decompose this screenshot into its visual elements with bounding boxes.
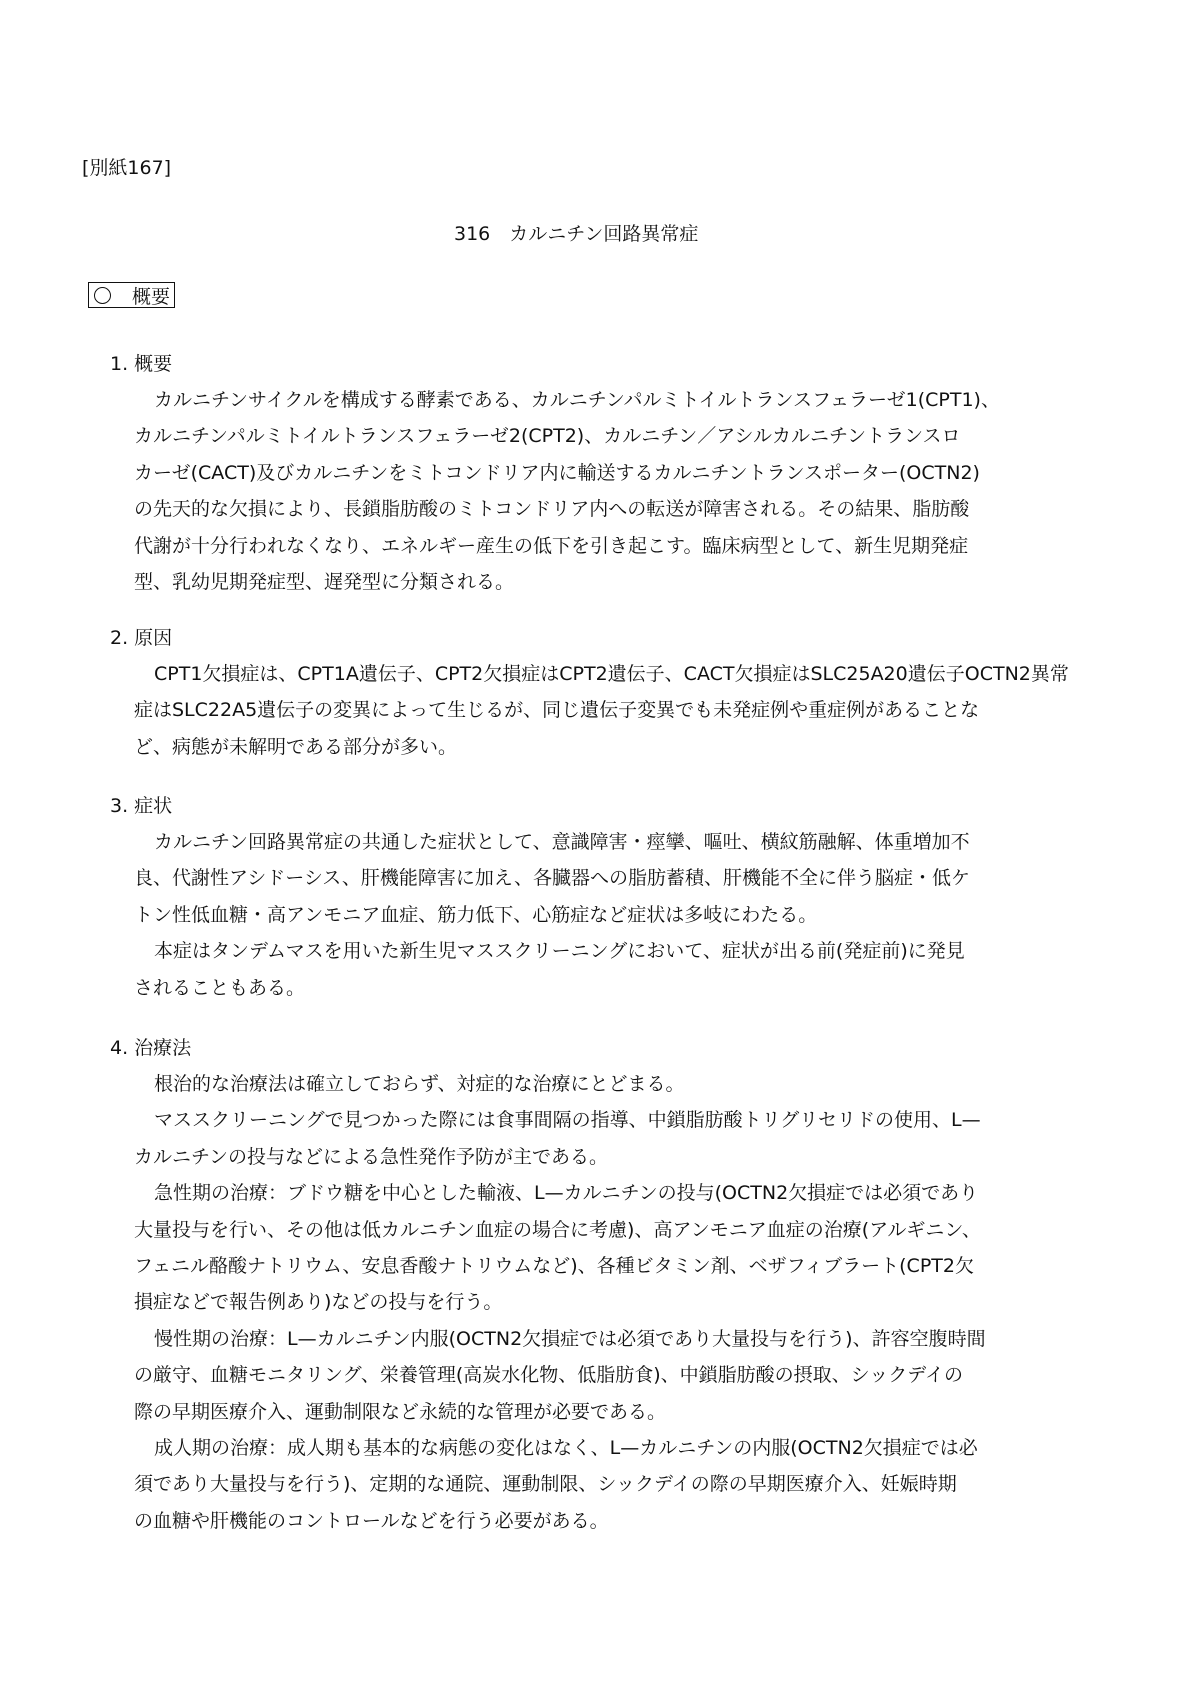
section-body <box>110 824 1110 1006</box>
text-line: 本症はタンデムマスを用いた新生児マススクリーニングにおいて、症状が出る前(発症前)に発見 <box>154 940 965 963</box>
text-line: カーゼ(CACT)及びカルニチンをミトコンドリア内に輸送するカルニチントランスポーター(OCTN2) <box>134 461 980 484</box>
section-overview <box>110 346 1110 600</box>
document-title: 316 カルニチン回路異常症 <box>454 223 699 245</box>
text-line: の血糖や肝機能のコントロールなどを行う必要がある。 <box>134 1509 609 1532</box>
text-line: 根治的な治療法は確立しておらず、対症的な治療にとどまる。 <box>154 1073 685 1095</box>
text-line: カルニチンの投与などによる急性発作予防が主である。 <box>134 1145 609 1168</box>
text-line: 良、代謝性アシドーシス、肝機能障害に加え、各臓器への脂肪蓄積、肝機能不全に伴う脳症・低ケ <box>134 867 971 890</box>
text-line: 須であり大量投与を行う)、定期的な通院、運動制限、シックデイの際の早期医療介入、妊娠時期 <box>134 1473 957 1496</box>
text-line: の先天的な欠損により、長鎖脂肪酸のミトコンドリア内への転送が障害される。その結果、脂肪酸 <box>134 498 970 521</box>
text-line: カルニチンサイクルを構成する酵素である、カルニチンパルミトイルトランスフェラーゼ1(CPT1)、 <box>154 389 1000 411</box>
text-line: 代謝が十分行われなくなり、エネルギー産生の低下を引き起こす。臨床病型として、新生児期発症 <box>134 534 969 557</box>
text-line: 症はSLC22A5遺伝子の変異によって生じるが、同じ遺伝子変異でも未発症例や重症例があることな <box>134 699 980 722</box>
section-cause <box>110 620 1110 765</box>
section-body <box>110 382 1110 600</box>
text-line: トン性低血糖・高アンモニア血症、筋力低下、心筋症など症状は多岐にわたる。 <box>134 903 818 926</box>
text-line: フェニル酪酸ナトリウム、安息香酸ナトリウムなど)、各種ビタミン剤、ベザフィブラート(CPT2欠 <box>134 1254 974 1277</box>
text-line: 際の早期医療介入、運動制限など永続的な管理が必要である。 <box>134 1400 667 1423</box>
section-body <box>110 656 1110 765</box>
section-treatment <box>110 1030 1110 1539</box>
text-line: されることもある。 <box>134 976 306 999</box>
text-line: ど、病態が未解明である部分が多い。 <box>134 735 458 758</box>
text-line: 損症などで報告例あり)などの投与を行う。 <box>134 1291 503 1314</box>
section-body <box>110 1066 1110 1539</box>
text-line: カルニチン回路異常症の共通した症状として、意識障害・痙攣、嘔吐、横紋筋融解、体重増加不 <box>154 831 970 853</box>
text-line: マススクリーニングで見つかった際には食事間隔の指導、中鎖脂肪酸トリグリセリドの使用、L— <box>154 1109 981 1132</box>
section-heading: 3. 症状 <box>110 795 173 817</box>
circle-icon <box>94 287 111 304</box>
text-line: 慢性期の治療：L—カルニチン内服(OCTN2欠損症では必須であり大量投与を行う)、許容空腹時間 <box>154 1327 986 1350</box>
text-line: 型、乳幼児期発症型、遅発型に分類される。 <box>134 570 515 593</box>
section-heading: 4. 治療法 <box>110 1037 192 1059</box>
text-line: 大量投与を行い、その他は低カルニチン血症の場合に考慮)、高アンモニア血症の治療(アルギニン、 <box>134 1218 981 1241</box>
text-line: 急性期の治療：ブドウ糖を中心とした輸液、L—カルニチンの投与(OCTN2欠損症では必須であり <box>154 1182 979 1205</box>
attachment-label: [別紙167] <box>82 157 172 179</box>
section-heading: 2. 原因 <box>110 627 173 649</box>
overview-boxed-heading <box>88 282 175 308</box>
text-line: CPT1欠損症は、CPT1A遺伝子、CPT2欠損症はCPT2遺伝子、CACT欠損症はSLC25A20遺伝子OCTN2異常 <box>154 663 1069 685</box>
text-line: の厳守、血糖モニタリング、栄養管理(高炭水化物、低脂肪食)、中鎖脂肪酸の摂取、シックデイの <box>134 1364 963 1387</box>
text-line: カルニチンパルミトイルトランスフェラーゼ2(CPT2)、カルニチン／アシルカルニチントランスロ <box>134 425 961 448</box>
text-line: 成人期の治療：成人期も基本的な病態の変化はなく、L—カルニチンの内服(OCTN2欠損症では必 <box>154 1436 978 1459</box>
section-heading: 1. 概要 <box>110 353 173 375</box>
boxed-heading-label: 概要 <box>132 285 171 308</box>
section-symptoms <box>110 788 1110 1006</box>
